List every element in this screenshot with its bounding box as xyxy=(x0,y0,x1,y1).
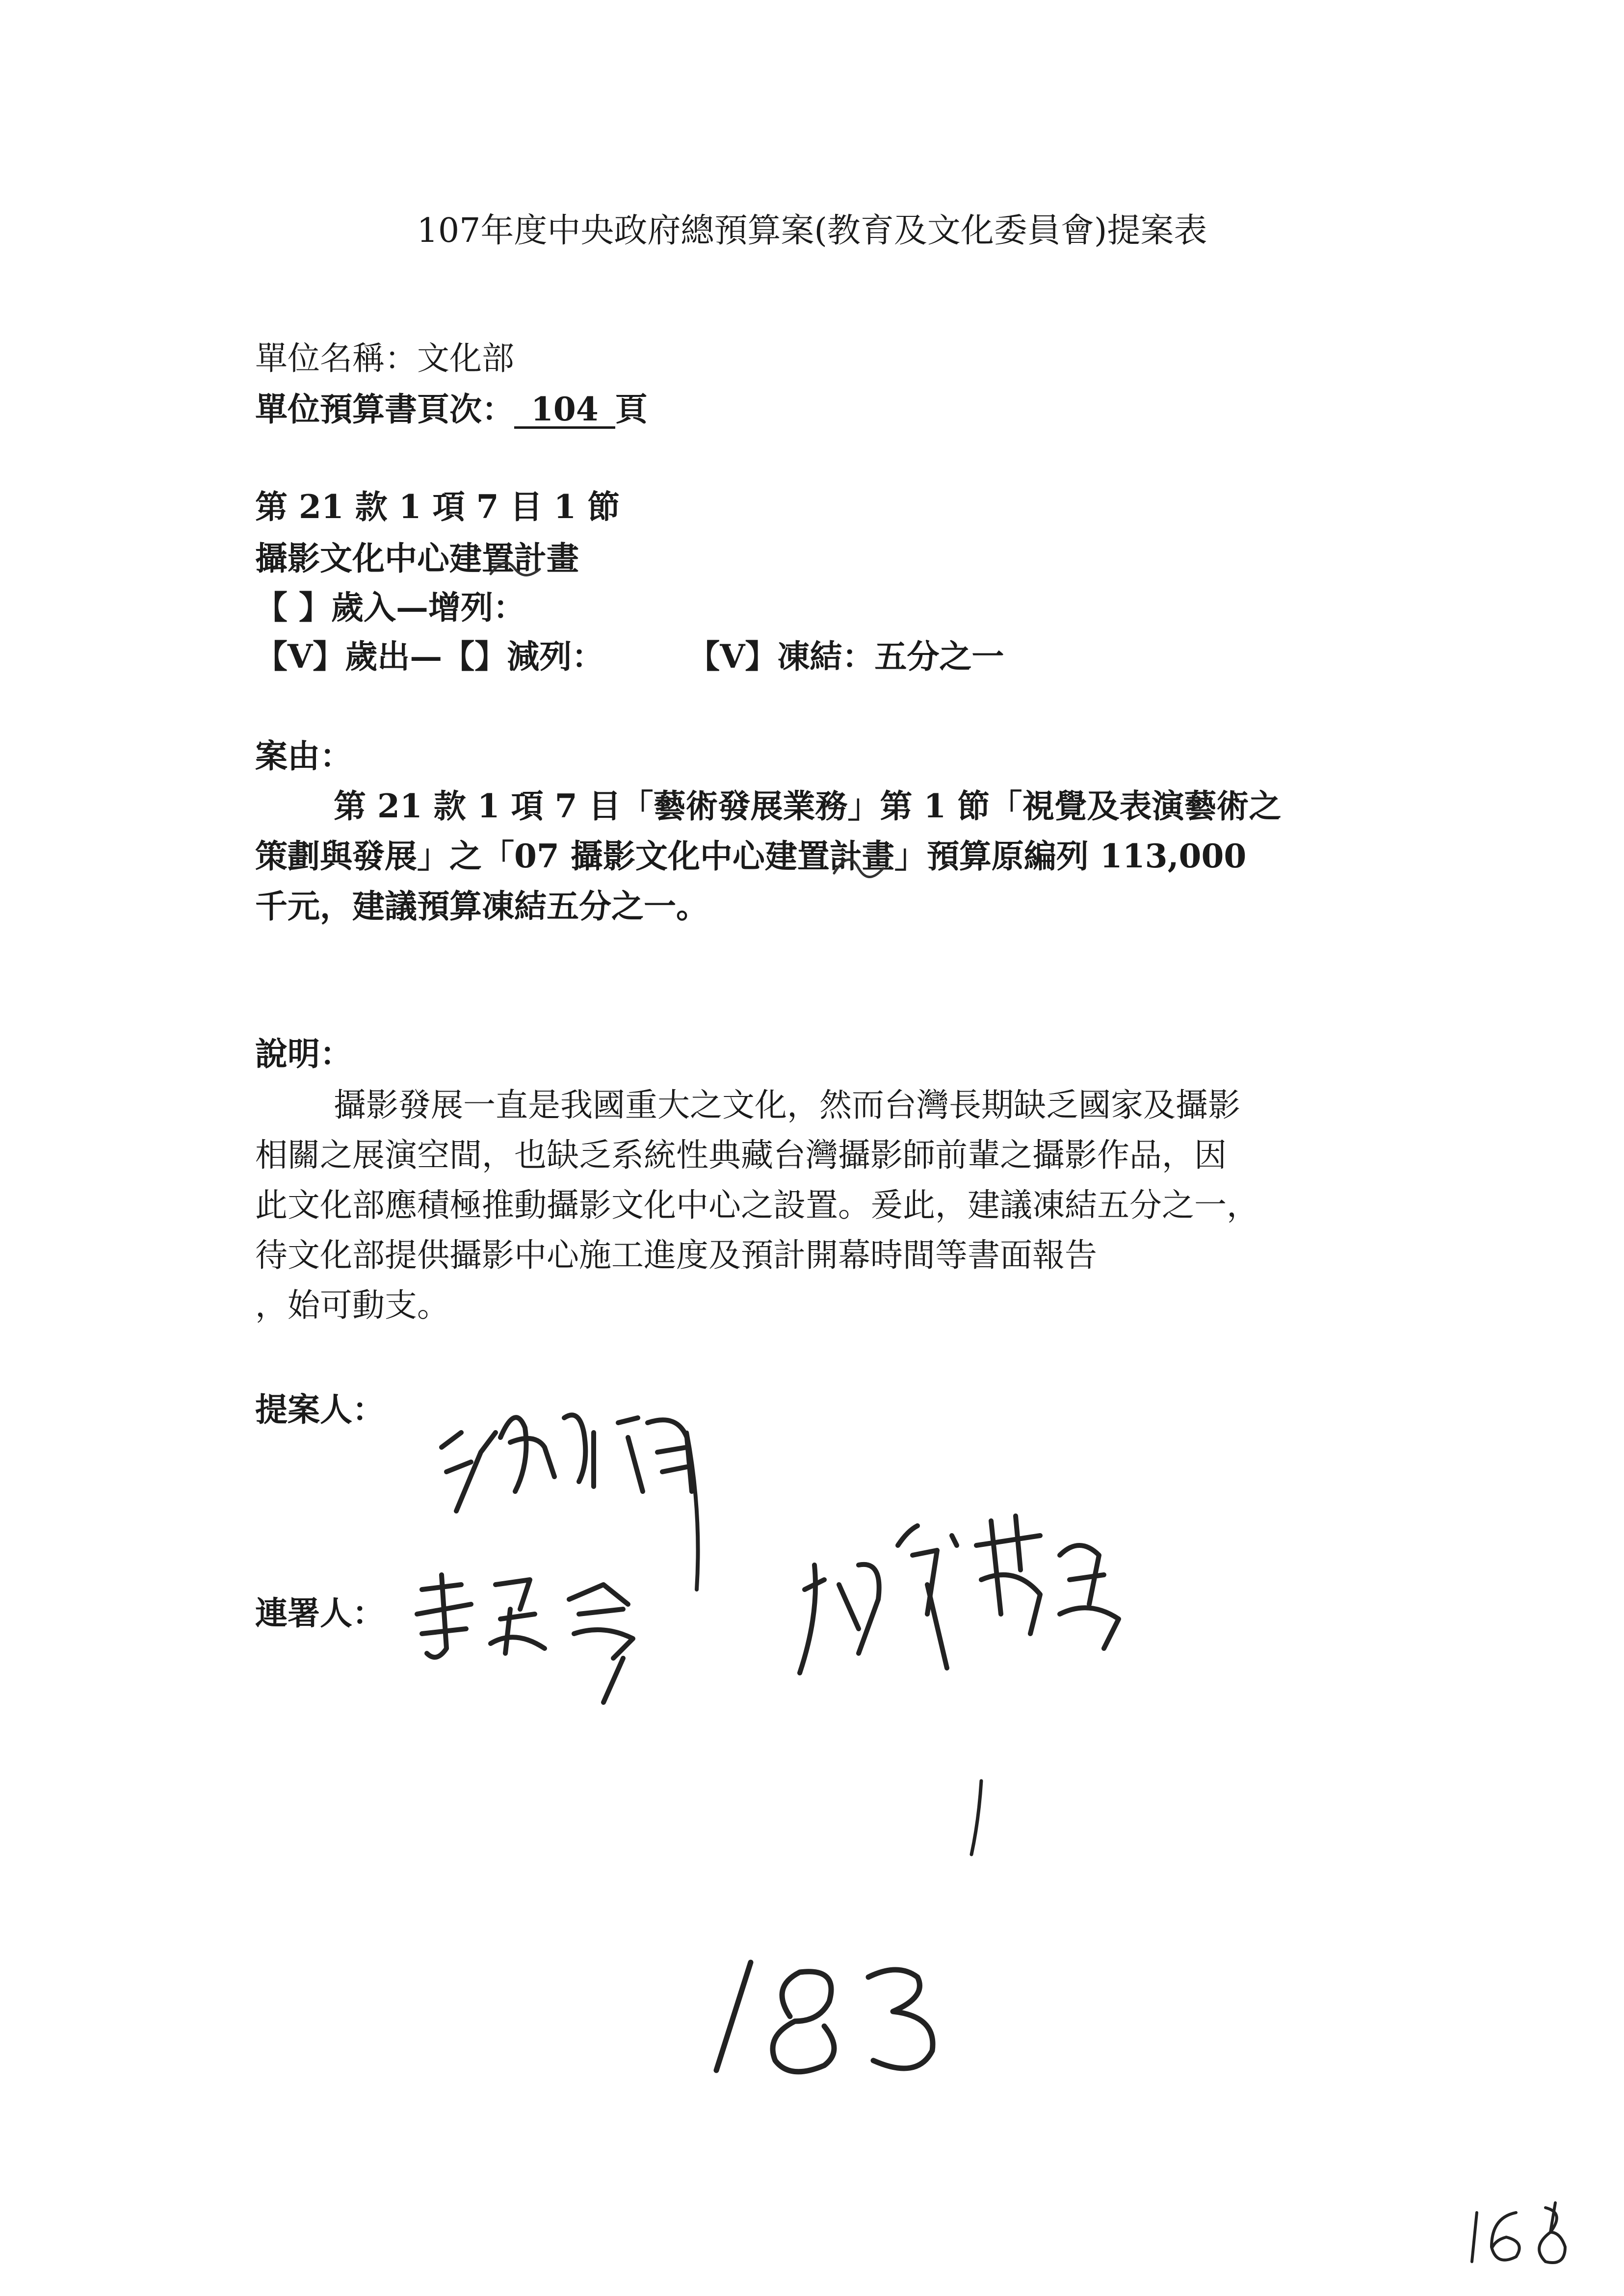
explanation-line-2: 相關之展演空間，也缺乏系統性典藏台灣攝影師前輩之攝影作品，因 xyxy=(255,1136,1227,1174)
plan-name: 攝影文化中心建置計畫 xyxy=(255,539,579,577)
insertion-mark-1 xyxy=(486,540,545,584)
explanation-line-5: ，始可動支。 xyxy=(255,1286,449,1324)
explanation-line-4: 待文化部提供攝影中心施工進度及預計開幕時間等書面報告 xyxy=(255,1236,1097,1274)
insertion-mark-2 xyxy=(829,834,888,888)
case-line-2: 策劃與發展」之「07 攝影文化中心建置計畫」預算原編列 113,000 xyxy=(255,837,1247,875)
cosigner-signature-2 xyxy=(785,1487,1227,1722)
budget-page-number: 104 xyxy=(514,392,615,429)
case-label: 案由： xyxy=(255,737,352,775)
freeze-line: 【V】凍結：五分之一 xyxy=(687,637,1004,676)
budget-page-suffix: 頁 xyxy=(615,390,648,428)
handwritten-proposal-number-drawing xyxy=(707,1953,981,2085)
document-title: 107年度中央政府總預算案(教育及文化委員會)提案表 xyxy=(417,211,1207,250)
unit-name-value: 文化部 xyxy=(417,339,514,377)
expenditure-line: 【V】歲出—【】減列： xyxy=(255,637,604,676)
proposer-label: 提案人： xyxy=(255,1390,385,1429)
explanation-line-3: 此文化部應積極推動攝影文化中心之設置。爰此，建議凍結五分之一， xyxy=(255,1186,1259,1224)
explanation-label: 說明： xyxy=(255,1035,352,1073)
unit-name-label: 單位名稱： xyxy=(255,339,417,377)
explanation-line-1: 攝影發展一直是我國重大之文化，然而台灣長期缺乏國家及攝影 xyxy=(334,1086,1240,1124)
corner-page-number-drawing xyxy=(1462,2193,1580,2271)
case-line-3: 千元，建議預算凍結五分之一。 xyxy=(255,887,708,925)
cosigner-signature-1 xyxy=(407,1560,682,1737)
revenue-line: 【 】歲入—增列： xyxy=(255,588,525,626)
hand-stroke-mark xyxy=(962,1776,991,1859)
case-line-1: 第 21 款 1 項 7 目「藝術發展業務」第 1 節「視覺及表演藝術之 xyxy=(334,787,1282,825)
budget-page-row xyxy=(255,392,648,429)
unit-name-row xyxy=(255,339,514,377)
section-reference: 第 21 款 1 項 7 目 1 節 xyxy=(255,488,620,526)
expenditure-row xyxy=(255,637,1004,676)
budget-page-label: 單位預算書頁次： xyxy=(255,390,514,428)
cosigner-label: 連署人： xyxy=(255,1594,385,1632)
